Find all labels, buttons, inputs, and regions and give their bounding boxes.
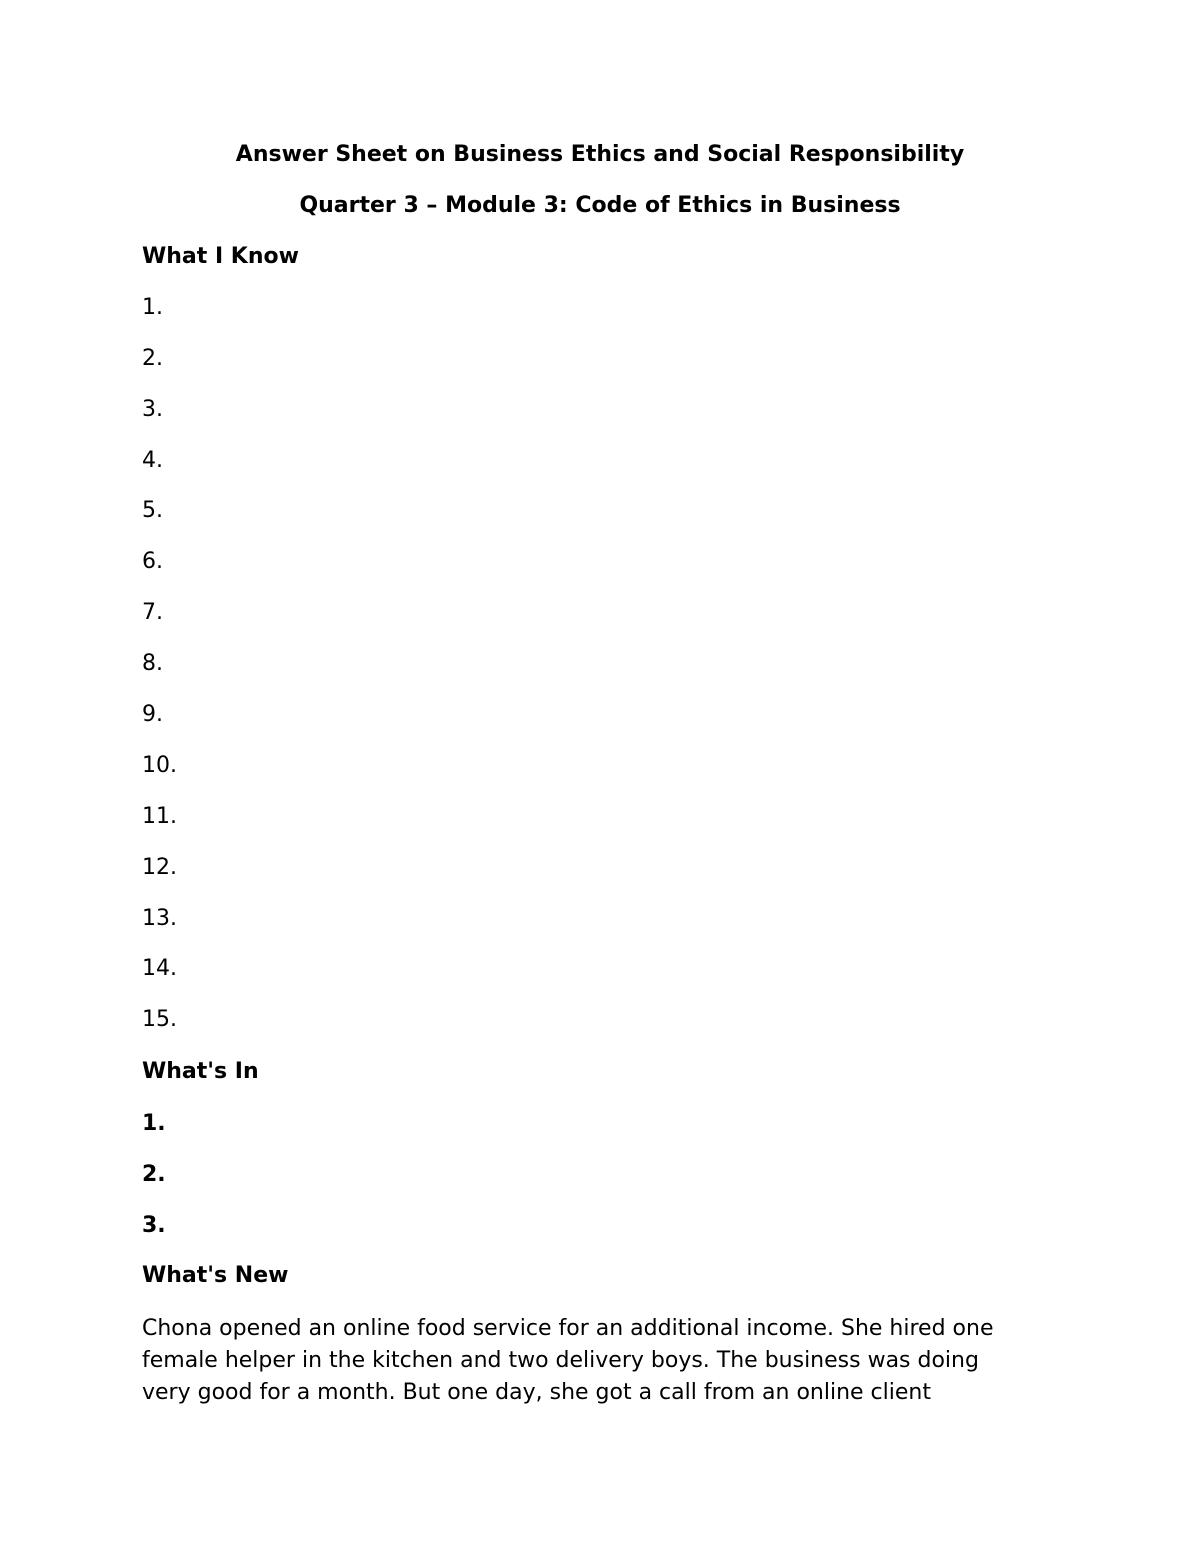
answer-item: 15. xyxy=(142,1007,177,1032)
answer-item: 5. xyxy=(142,498,163,523)
answer-item: 13. xyxy=(142,906,177,931)
section-heading-what-i-know: What I Know xyxy=(142,244,299,269)
section-heading-whats-in: What's In xyxy=(142,1059,259,1084)
answer-item: 10. xyxy=(142,753,177,778)
answer-item: 11. xyxy=(142,804,177,829)
answer-item: 6. xyxy=(142,549,163,574)
paragraph-line: very good for a month. But one day, she got a call from an online client xyxy=(142,1380,931,1405)
answer-item: 7. xyxy=(142,600,163,625)
answer-item: 14. xyxy=(142,956,177,981)
document-subtitle: Quarter 3 – Module 3: Code of Ethics in Business xyxy=(299,193,901,218)
answer-item: 3. xyxy=(142,397,163,422)
answer-item: 12. xyxy=(142,855,177,880)
answer-item: 1. xyxy=(142,1111,166,1136)
answer-item: 1. xyxy=(142,295,163,320)
answer-item: 4. xyxy=(142,448,163,473)
section-heading-whats-new: What's New xyxy=(142,1263,289,1288)
answer-item: 2. xyxy=(142,346,163,371)
paragraph-line: Chona opened an online food service for an additional income. She hired one xyxy=(142,1316,994,1341)
whats-new-paragraph xyxy=(142,1313,1062,1409)
paragraph-line: female helper in the kitchen and two delivery boys. The business was doing xyxy=(142,1348,979,1373)
answer-item: 9. xyxy=(142,702,163,727)
answer-item: 8. xyxy=(142,651,163,676)
answer-item: 3. xyxy=(142,1213,166,1238)
document-title: Answer Sheet on Business Ethics and Social Responsibility xyxy=(235,142,965,167)
answer-item: 2. xyxy=(142,1162,166,1187)
